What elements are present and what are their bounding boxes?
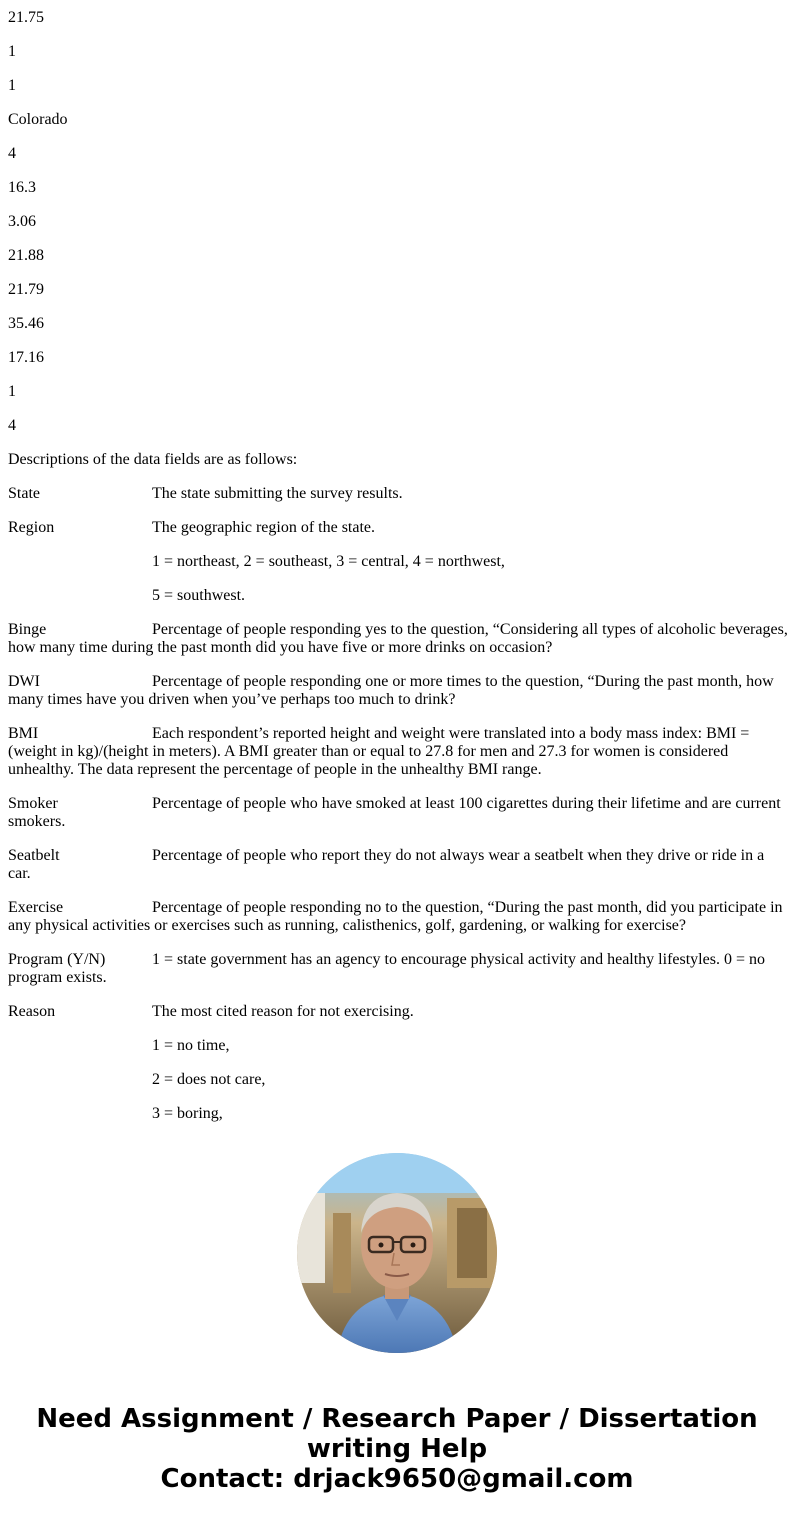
field-name: Exercise	[8, 899, 64, 916]
field-region	[8, 519, 788, 537]
contact-email: Contact: drjack9650@gmail.com	[160, 1464, 634, 1494]
value-line: 21.75	[8, 9, 44, 26]
field-description: The state submitting the survey results.	[152, 485, 403, 502]
field-state	[8, 485, 788, 503]
field-description: The geographic region of the state.	[152, 519, 376, 536]
value-line: 17.16	[8, 349, 44, 366]
field-seatbelt	[8, 847, 788, 883]
field-description: 1 = state government has an agency to encourage physical activity and healthy lifestyles. 0 = no program exists.	[8, 951, 765, 986]
value-line: 1	[8, 77, 16, 94]
field-name: Program (Y/N)	[8, 951, 106, 968]
value-line: 3.06	[8, 213, 36, 230]
value-line: 4	[8, 145, 16, 162]
value-line: Colorado	[8, 111, 68, 128]
field-name: Smoker	[8, 795, 58, 812]
field-description: Percentage of people responding no to the question, “During the past month, did you participate in any physical activities or exercises such as running, calisthenics, golf, gardening, or walking for exercise?	[8, 899, 783, 934]
contact-banner	[0, 1404, 794, 1494]
field-name: Binge	[8, 621, 47, 638]
reason-code: 1 = no time,	[152, 1037, 230, 1054]
field-description: Each respondent’s reported height and weight were translated into a body mass index: BMI = (weight in kg)/(height in meters). A BMI greater than or equal to 27.8 for men and 27.3 for women is considered unhealthy. The data represent the percentage of people in the unhealthy BMI range.	[8, 725, 750, 778]
field-dwi	[8, 673, 788, 709]
field-name: Seatbelt	[8, 847, 60, 864]
value-line: 16.3	[8, 179, 36, 196]
field-reason	[8, 1003, 788, 1021]
author-avatar	[297, 1153, 497, 1353]
field-description: Percentage of people who report they do not always wear a seatbelt when they drive or ride in a car.	[8, 847, 765, 882]
reason-code: 3 = boring,	[152, 1105, 223, 1122]
field-exercise	[8, 899, 788, 935]
field-binge	[8, 621, 788, 657]
value-line: 1	[8, 43, 16, 60]
value-line: 4	[8, 417, 16, 434]
region-codes: 1 = northeast, 2 = southeast, 3 = central, 4 = northwest,	[152, 553, 505, 570]
value-line: 21.79	[8, 281, 44, 298]
field-smoker	[8, 795, 788, 831]
field-name: DWI	[8, 673, 40, 690]
field-description: Percentage of people who have smoked at least 100 cigarettes during their lifetime and are current smokers.	[8, 795, 781, 830]
field-name: Region	[8, 519, 55, 536]
value-line: 21.88	[8, 247, 44, 264]
region-codes: 5 = southwest.	[152, 587, 246, 604]
field-description: Percentage of people responding yes to the question, “Considering all types of alcoholic beverages, how many time during the past month did you have five or more drinks on occasion?	[8, 621, 788, 656]
field-program	[8, 951, 788, 987]
field-bmi	[8, 725, 788, 779]
descriptions-intro: Descriptions of the data fields are as follows:	[8, 451, 298, 468]
field-description: The most cited reason for not exercising.	[152, 1003, 414, 1020]
field-description: Percentage of people responding one or more times to the question, “During the past month, how many times have you driven when you’ve perhaps too much to drink?	[8, 673, 774, 708]
reason-code: 2 = does not care,	[152, 1071, 266, 1088]
portrait-photo	[297, 1153, 497, 1353]
value-line: 35.46	[8, 315, 44, 332]
document-body	[8, 9, 788, 1139]
banner-line: Need Assignment / Research Paper / Dissertation	[36, 1404, 758, 1434]
field-name: State	[8, 485, 40, 502]
field-name: BMI	[8, 725, 39, 742]
field-name: Reason	[8, 1003, 56, 1020]
value-line: 1	[8, 383, 16, 400]
banner-line: writing Help	[306, 1434, 488, 1464]
